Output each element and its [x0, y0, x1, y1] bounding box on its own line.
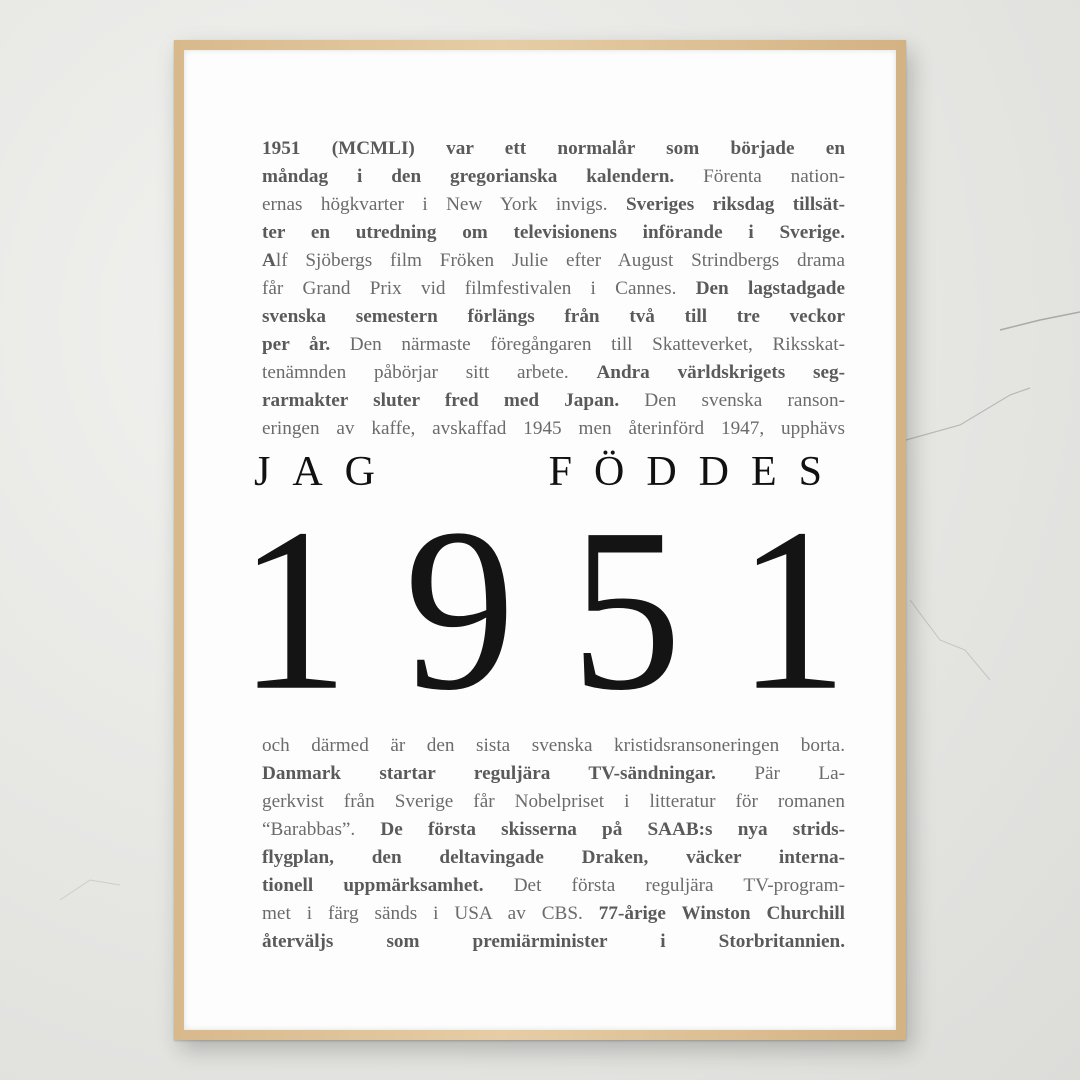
text-line — [262, 331, 845, 359]
top-text-block — [262, 135, 845, 443]
bold-text-segment: rarmakter sluter fred med Japan. — [262, 390, 620, 411]
bold-text-segment: svenska semestern förlängs från två till tre veckor — [262, 306, 845, 327]
poster-heading: JAG FÖDDES — [254, 449, 844, 495]
text-line — [262, 844, 845, 872]
poster-paper — [184, 50, 896, 1030]
year-digit: 1 — [238, 480, 349, 740]
text-segment: tenämnden påbörjar sitt arbete. — [262, 362, 597, 383]
bold-text-segment: A — [262, 250, 276, 271]
text-line — [262, 760, 845, 788]
text-segment: lf Sjöbergs film Fröken Julie efter August Strindbergs drama — [275, 250, 845, 271]
bottom-text-block — [262, 732, 845, 956]
text-segment: Förenta nation- — [674, 166, 845, 187]
bold-text-segment: Danmark startar reguljära TV-sändningar. — [262, 763, 716, 784]
text-line — [262, 359, 845, 387]
bold-text-segment: ter en utredning om televisionens införande i Sverige. — [262, 222, 845, 243]
text-segment: Pär La- — [715, 763, 845, 784]
bold-text-segment: 77-årige Winston Churchill — [598, 903, 845, 924]
text-line — [262, 247, 845, 275]
text-line — [262, 788, 845, 816]
text-segment: Det första reguljära TV-program- — [483, 875, 845, 896]
bold-text-segment: Andra världskrigets seg- — [596, 362, 845, 383]
text-line — [262, 191, 845, 219]
text-line — [262, 900, 845, 928]
text-line — [262, 872, 845, 900]
text-segment: gerkvist från Sverige får Nobelpriset i litteratur för romanen — [262, 791, 845, 812]
year-digit: 5 — [570, 480, 682, 740]
text-segment: och därmed är den sista svenska kristidsransoneringen borta. — [262, 735, 845, 756]
text-line — [262, 135, 845, 163]
bold-text-segment: flygplan, den deltavingade Draken, väcker interna- — [262, 847, 845, 868]
text-line — [262, 928, 845, 956]
bold-text-segment: 1951 (MCMLI) var ett normalår som började en — [262, 138, 845, 159]
text-line — [262, 415, 845, 443]
text-segment: Den svenska ranson- — [619, 390, 845, 411]
bold-text-segment: Sveriges riksdag tillsät- — [625, 194, 845, 215]
text-segment: får Grand Prix vid filmfestivalen i Cannes. — [262, 278, 696, 299]
text-segment: “Barabbas”. — [262, 819, 381, 840]
text-segment: ernas högkvarter i New York invigs. — [262, 194, 626, 215]
text-segment: met i färg sänds i USA av CBS. — [262, 903, 599, 924]
bold-text-segment: De första skisserna på SAAB:s nya strids- — [380, 819, 845, 840]
text-segment: Den närmaste föregångaren till Skatteverket, Riksskat- — [330, 334, 845, 355]
text-line — [262, 387, 845, 415]
bold-text-segment: återväljs som premiärminister i Storbritannien. — [262, 931, 845, 952]
picture-frame — [174, 40, 906, 1040]
bold-text-segment: tionell uppmärksamhet. — [262, 875, 484, 896]
text-line — [262, 163, 845, 191]
text-segment: eringen av kaffe, avskaffad 1945 men återinförd 1947, upphävs — [262, 418, 845, 439]
text-line — [262, 303, 845, 331]
text-line — [262, 732, 845, 760]
year-digit: 1 — [736, 480, 848, 740]
bold-text-segment: Den lagstadgade — [695, 278, 845, 299]
bold-text-segment: måndag i den gregorianska kalendern. — [262, 166, 675, 187]
poster-year — [238, 480, 848, 740]
text-line — [262, 275, 845, 303]
bold-text-segment: per år. — [262, 334, 331, 355]
text-line — [262, 219, 845, 247]
year-digit: 9 — [404, 480, 516, 740]
text-line — [262, 816, 845, 844]
